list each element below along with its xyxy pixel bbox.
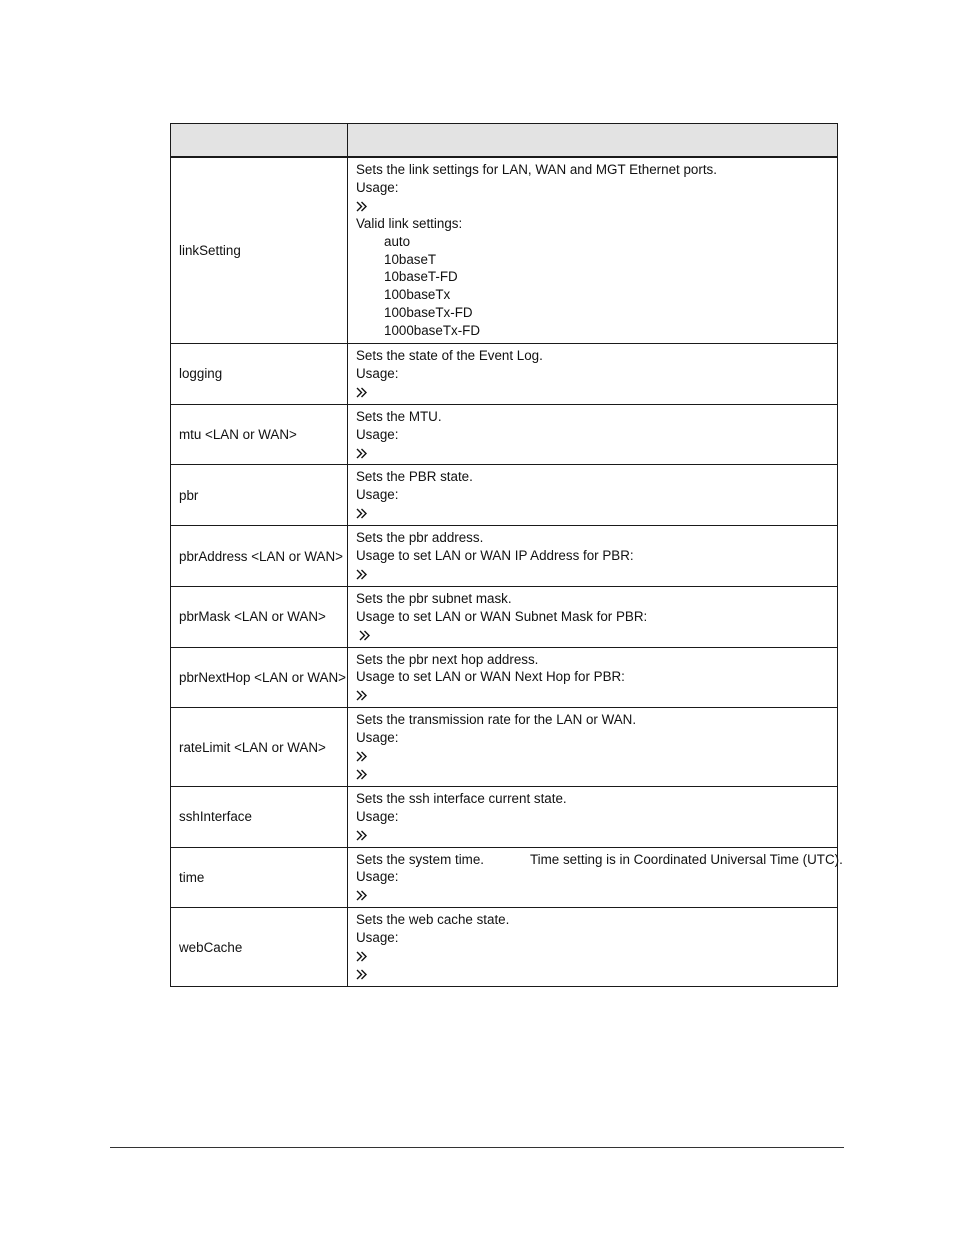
description-text: Usage: (356, 365, 399, 381)
double-chevron-right-icon (356, 565, 833, 583)
command-description (348, 465, 838, 526)
description-line (356, 161, 833, 179)
description-text: Sets the ssh interface current state. (356, 790, 567, 806)
table-row (171, 157, 838, 344)
description-text: Sets the pbr address. (356, 530, 484, 546)
double-chevron-right-icon (356, 383, 833, 401)
description-line (356, 608, 833, 626)
command-name: logging (171, 344, 348, 405)
description-line (356, 790, 833, 808)
description-text: Sets the web cache state. (356, 912, 510, 928)
command-name: time (171, 847, 348, 908)
table-body (171, 157, 843, 986)
description-line (356, 215, 833, 233)
double-chevron-right-icon (356, 444, 833, 462)
double-chevron-right-icon (356, 197, 833, 215)
command-name: mtu <LAN or WAN> (171, 404, 348, 465)
description-line (356, 347, 833, 365)
description-line (356, 322, 833, 340)
description-text: Usage to set LAN or WAN IP Address for PBR: (356, 548, 634, 564)
table-row (171, 465, 838, 526)
command-name: pbrMask <LAN or WAN> (171, 586, 348, 647)
command-description (348, 847, 843, 908)
description-line (356, 668, 833, 686)
description-line (356, 851, 843, 869)
description-text: Sets the state of the Event Log. (356, 348, 543, 364)
table-header-row (171, 124, 838, 158)
description-line (356, 233, 833, 251)
header-command (171, 124, 348, 158)
description-text: Sets the transmission rate for the LAN or WAN. (356, 712, 637, 728)
command-name: pbrNextHop <LAN or WAN> (171, 647, 348, 708)
description-line (356, 304, 833, 322)
description-text: Usage: (356, 869, 399, 885)
description-text: Usage: (356, 179, 399, 195)
description-text: Usage to set LAN or WAN Next Hop for PBR: (356, 669, 625, 685)
description-line (356, 868, 833, 886)
description-text: auto (384, 233, 411, 249)
description-text: Sets the MTU. (356, 408, 442, 424)
double-chevron-right-icon (356, 826, 833, 844)
command-name: pbr (171, 465, 348, 526)
command-name: rateLimit <LAN or WAN> (171, 708, 348, 787)
description-text: Valid link settings: (356, 215, 463, 231)
description-text: Sets the link settings for LAN, WAN and MGT Ethernet ports. (356, 162, 717, 177)
command-table (170, 123, 843, 987)
command-description (348, 586, 838, 647)
command-description (348, 344, 838, 405)
table-row (171, 647, 838, 708)
command-name: linkSetting (171, 157, 348, 344)
description-text: Sets the pbr next hop address. (356, 651, 539, 667)
table-row (171, 344, 838, 405)
description-note: Time setting is in Coordinated Universal Time (UTC). (530, 851, 843, 867)
command-description (348, 526, 838, 587)
description-text: Usage: (356, 426, 399, 442)
command-description (348, 786, 838, 847)
description-text: Usage: (356, 487, 399, 503)
description-line (356, 729, 833, 747)
double-chevron-right-icon (356, 504, 833, 522)
description-line (356, 468, 833, 486)
table-row (171, 908, 838, 987)
description-text: Usage: (356, 808, 399, 824)
description-text: Usage: (356, 730, 399, 746)
command-description (348, 647, 838, 708)
table-row (171, 404, 838, 465)
footer-rule (110, 1147, 844, 1148)
description-line (356, 486, 833, 504)
description-line (356, 529, 833, 547)
description-line (356, 711, 833, 729)
description-line (356, 651, 833, 669)
table-row (171, 847, 838, 908)
description-text: 10baseT-FD (384, 269, 458, 285)
description-line (356, 408, 833, 426)
description-line (356, 929, 833, 947)
description-text: 1000baseTx-FD (384, 323, 481, 339)
description-line (356, 590, 833, 608)
double-chevron-right-icon (356, 965, 833, 983)
description-line (356, 286, 833, 304)
description-line (356, 808, 833, 826)
description-text: 100baseTx-FD (384, 305, 473, 321)
description-line (356, 426, 833, 444)
description-line (356, 547, 833, 565)
command-description (348, 157, 838, 344)
double-chevron-right-icon (356, 947, 833, 965)
description-line (356, 268, 833, 286)
description-text: Usage: (356, 930, 399, 946)
command-name: webCache (171, 908, 348, 987)
description-text: 100baseTx (384, 287, 451, 303)
command-description (348, 708, 838, 787)
description-text: Sets the PBR state. (356, 469, 473, 485)
command-description (348, 404, 838, 465)
double-chevron-right-icon (356, 765, 833, 783)
command-name: sshInterface (171, 786, 348, 847)
table-row (171, 708, 838, 787)
double-chevron-right-icon (356, 747, 833, 765)
double-chevron-right-icon (356, 686, 833, 704)
table-row (171, 786, 838, 847)
command-name: pbrAddress <LAN or WAN> (171, 526, 348, 587)
description-text: Usage to set LAN or WAN Subnet Mask for PBR: (356, 608, 648, 624)
description-text: Sets the pbr subnet mask. (356, 590, 512, 606)
header-description (348, 124, 838, 158)
description-text: 10baseT (384, 251, 437, 267)
description-line (356, 251, 833, 269)
description-line (356, 365, 833, 383)
table-row (171, 586, 838, 647)
double-chevron-right-icon (359, 626, 836, 644)
table-row (171, 526, 838, 587)
description-text: Sets the system time. (356, 851, 484, 867)
description-line (356, 179, 833, 197)
command-description (348, 908, 838, 987)
double-chevron-right-icon (356, 886, 833, 904)
description-line (356, 911, 833, 929)
